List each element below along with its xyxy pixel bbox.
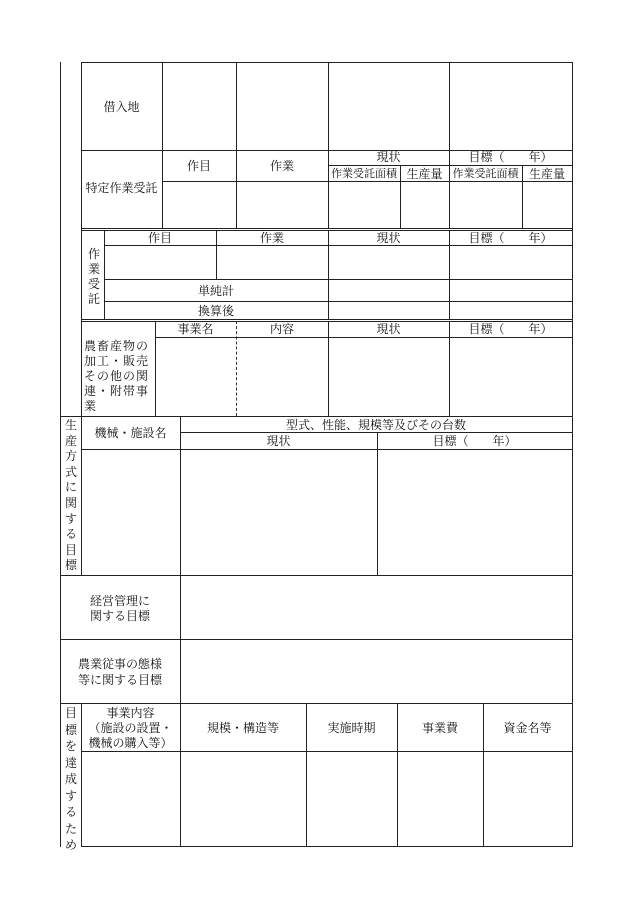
production-goal-label: 生産方式に関する目標 — [64, 418, 77, 573]
labor-goal-line1: 農業従事の態様 — [77, 657, 162, 671]
specific-contract-label: 特定作業受託 — [85, 181, 158, 195]
related-present-header: 現状 — [376, 322, 401, 336]
specific-present-prod: 生産量 — [406, 167, 443, 181]
measures-content-line1: 事業内容 — [106, 706, 155, 720]
borrowed-col-4 — [449, 62, 450, 150]
work-contract-label: 作業受託 — [87, 247, 100, 306]
specific-present-area: 作業受託面積 — [331, 167, 397, 180]
measures-bottom-line — [81, 846, 572, 847]
management-goal-line1: 経営管理に — [89, 594, 150, 608]
related-goal-header: 目標（ 年） — [468, 322, 553, 336]
measures-content-line2: （施設の設置・ — [88, 721, 173, 735]
related-header-line — [155, 337, 572, 338]
production-goal-header: 目標（ 年） — [432, 434, 517, 448]
measures-period-header: 実施時期 — [327, 721, 376, 735]
production-present-header: 現状 — [266, 434, 291, 448]
borrowed-top-line — [81, 62, 572, 63]
outer-left-border — [60, 62, 61, 847]
specific-goal-header: 目標（ 年） — [468, 150, 553, 164]
measures-content-line3: 機械の購入等） — [88, 736, 173, 750]
related-business-label: 農畜産物の加工・販売その他の関連・附帯事業 — [84, 339, 150, 413]
measures-cost-header: 事業費 — [421, 721, 458, 735]
work-top-line-1 — [81, 228, 572, 229]
specific-goal-area: 作業受託面積 — [452, 167, 519, 180]
specific-present-header: 現状 — [376, 150, 401, 164]
production-header-line — [81, 449, 572, 450]
work-goal-header: 目標（ 年） — [468, 231, 553, 245]
borrowed-col-3 — [328, 62, 329, 150]
labor-goal-line2: 等に関する目標 — [77, 673, 162, 687]
work-line-2 — [104, 279, 572, 280]
work-work-header: 作業 — [259, 231, 284, 245]
production-present-col — [377, 432, 378, 575]
work-line-3 — [104, 301, 572, 302]
work-converted: 換算後 — [197, 304, 234, 318]
related-name-header: 事業名 — [177, 322, 214, 336]
management-top-line — [60, 575, 572, 576]
production-machine-col — [180, 416, 181, 847]
measures-top-line — [60, 703, 572, 704]
specific-work-header: 作業 — [269, 159, 294, 173]
inner-left-border — [81, 62, 82, 416]
management-goal-line2: 関する目標 — [89, 609, 150, 623]
right-border — [572, 62, 573, 847]
work-simple-total: 単純計 — [197, 284, 234, 298]
work-present-header: 現状 — [376, 231, 401, 245]
work-crop-header: 作目 — [147, 231, 172, 245]
measures-label: 目標を達成するため — [64, 706, 77, 852]
borrowed-land-label: 借入地 — [103, 100, 140, 114]
measures-funds-header: 資金名等 — [503, 721, 552, 735]
borrowed-col-1 — [162, 62, 163, 150]
labor-top-line — [60, 639, 572, 640]
borrowed-col-2 — [236, 62, 237, 150]
production-machine-header: 機械・施設名 — [94, 426, 167, 440]
measures-header-line — [81, 751, 572, 752]
measures-scale-header: 規模・構造等 — [206, 721, 279, 735]
specific-crop-header: 作目 — [186, 159, 211, 173]
specific-goal-prod: 生産量 — [528, 167, 565, 181]
related-content-header: 内容 — [269, 322, 294, 336]
work-line-4 — [81, 319, 572, 320]
production-spec-header: 型式、性能、規模等及びその台数 — [285, 418, 466, 432]
